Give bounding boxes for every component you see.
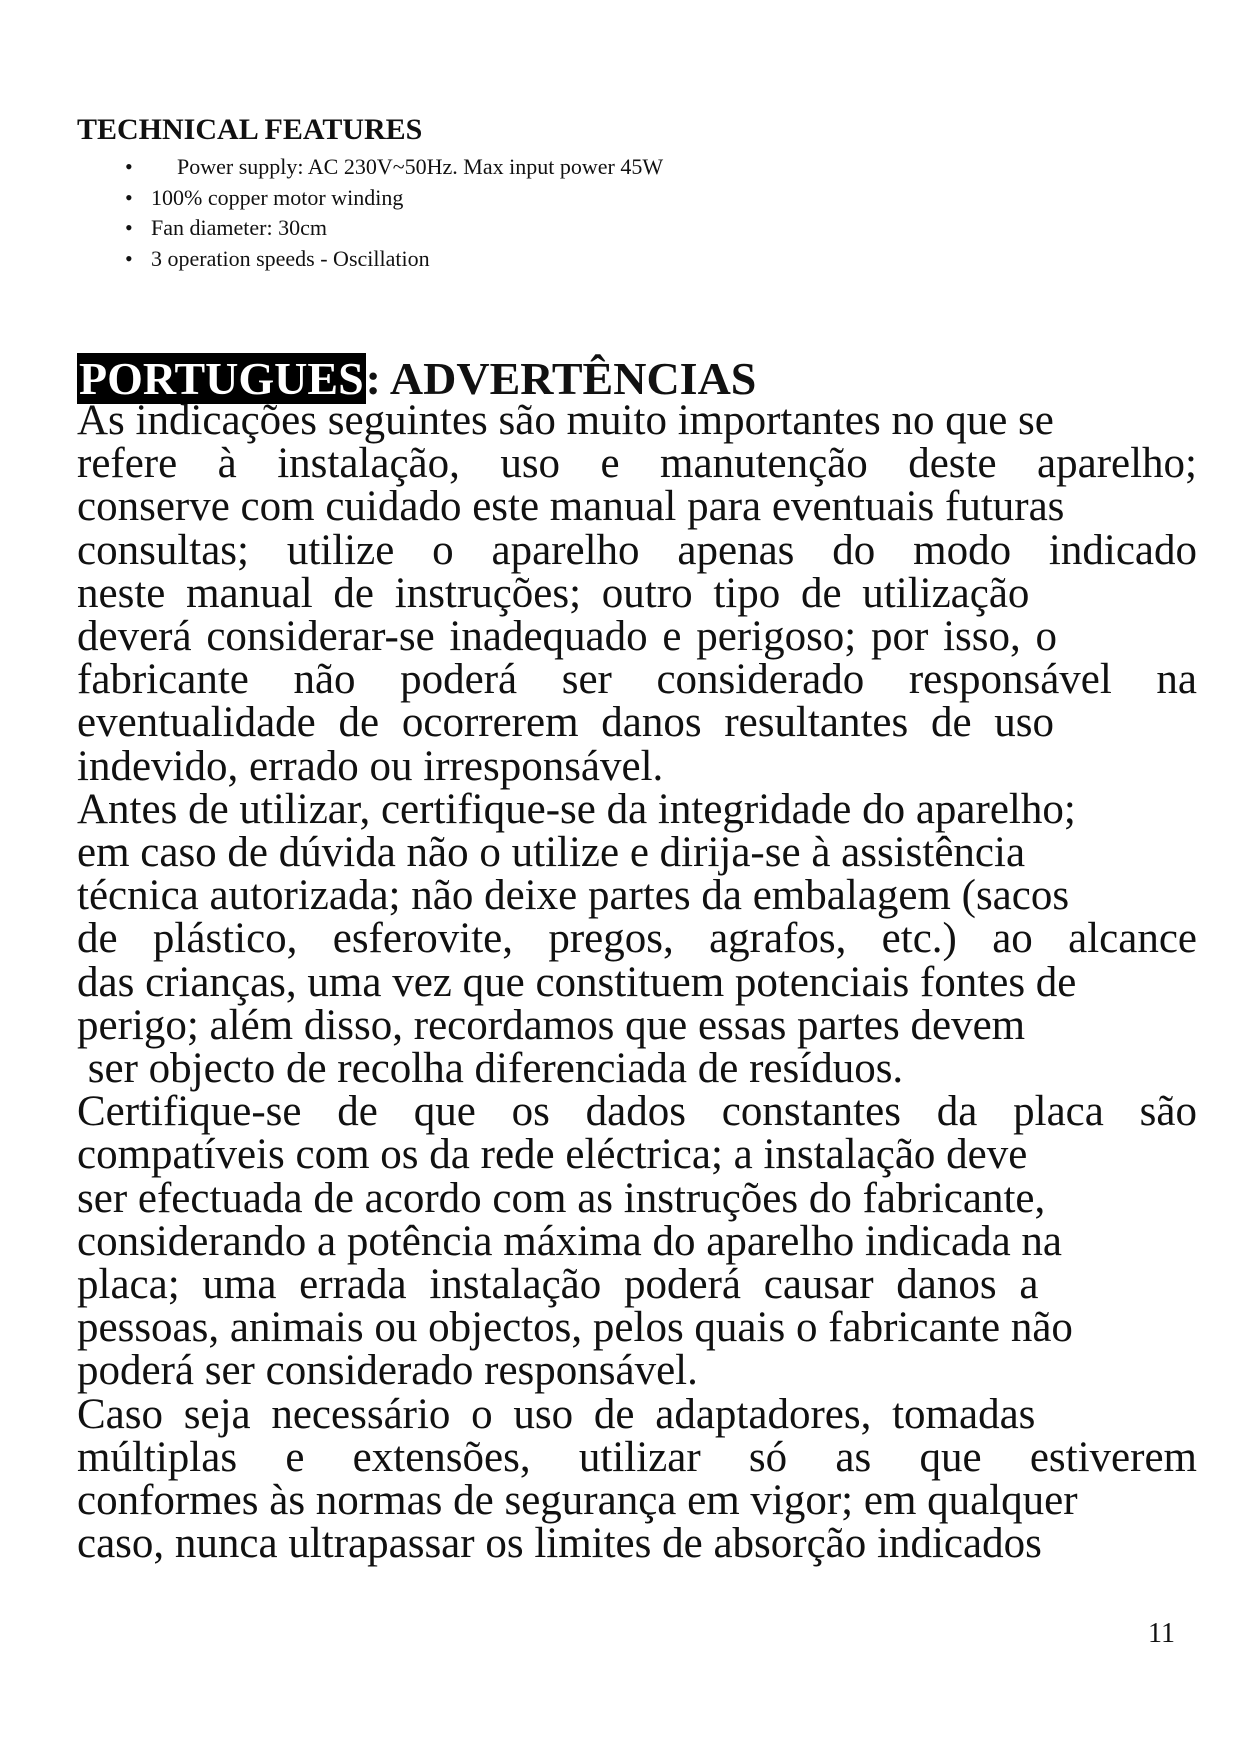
list-item-text: Fan diameter: 30cm: [151, 215, 327, 240]
text-line: refere à instalação, uso e manutenção deste aparelho;: [77, 440, 1197, 488]
text-line: múltiplas e extensões, utilizar só as que estiverem: [77, 1433, 1197, 1481]
heading-title: : ADVERTÊNCIAS: [365, 353, 757, 404]
list-item: [77, 244, 977, 275]
text-line: ser efectuada de acordo com as instruções do fabricante,: [77, 1174, 1046, 1222]
text-line: fabricante não poderá ser considerado responsável na: [77, 656, 1197, 704]
text-line: eventualidade de ocorrerem danos resultantes de uso: [77, 699, 1055, 747]
technical-features-list: [77, 152, 977, 274]
text-line: das crianças, uma vez que constituem potenciais fontes de: [77, 958, 1077, 1006]
technical-features-heading: TECHNICAL FEATURES: [77, 113, 423, 146]
list-item: [77, 152, 977, 183]
bullet-icon: •: [125, 215, 133, 240]
text-line: de plástico, esferovite, pregos, agrafos, etc.) ao alcance: [77, 915, 1197, 963]
text-line: caso, nunca ultrapassar os limites de absorção indicados: [77, 1520, 1042, 1568]
bullet-icon: •: [125, 245, 133, 271]
text-line: considerando a potência máxima do aparelho indicada na: [77, 1217, 1063, 1265]
text-line: ser objecto de recolha diferenciada de resíduos.: [77, 1045, 904, 1093]
bullet-icon: •: [125, 154, 133, 179]
list-item-text: 3 operation speeds - Oscillation: [151, 245, 430, 271]
text-line: consultas; utilize o aparelho apenas do modo indicado: [77, 526, 1197, 574]
language-label: PORTUGUES: [79, 353, 364, 404]
list-item: [77, 183, 977, 214]
warnings-text: [77, 397, 1197, 1568]
text-line: indevido, errado ou irresponsável.: [77, 742, 664, 790]
text-line: As indicações seguintes são muito importantes no que se: [77, 397, 1054, 444]
text-line: conserve com cuidado este manual para eventuais futuras: [77, 483, 1065, 531]
list-item-text: 100% copper motor winding: [151, 184, 404, 210]
text-line: Certifique-se de que os dados constantes da placa são: [77, 1088, 1197, 1136]
text-line: Caso seja necessário o uso de adaptadores, tomadas: [77, 1390, 1036, 1438]
text-line: conformes às normas de segurança em vigor; em qualquer: [77, 1477, 1078, 1525]
text-line: Antes de utilizar, certifique-se da integridade do aparelho;: [77, 785, 1076, 833]
portuguese-section: [77, 351, 1197, 1568]
text-line: placa; uma errada instalação poderá causar danos a: [77, 1261, 1039, 1309]
text-line: técnica autorizada; não deixe partes da embalagem (sacos: [77, 872, 1070, 920]
list-item-text: Power supply: AC 230V~50Hz. Max input power 45W: [177, 154, 664, 179]
text-line: em caso de dúvida não o utilize e dirija-se à assistência: [77, 829, 1026, 877]
text-line: compatíveis com os da rede eléctrica; a instalação deve: [77, 1131, 1028, 1179]
text-line: deverá considerar-se inadequado e perigoso; por isso, o: [77, 613, 1057, 661]
text-line: poderá ser considerado responsável.: [77, 1347, 698, 1395]
list-item: [77, 213, 977, 244]
page-number: 11: [1148, 1618, 1175, 1649]
text-line: neste manual de instruções; outro tipo de utilização: [77, 569, 1030, 617]
bullet-icon: •: [125, 184, 133, 210]
technical-features-section: [77, 112, 977, 274]
text-line: pessoas, animais ou objectos, pelos quais o fabricante não: [77, 1304, 1073, 1352]
text-line: perigo; além disso, recordamos que essas partes devem: [77, 1001, 1026, 1049]
